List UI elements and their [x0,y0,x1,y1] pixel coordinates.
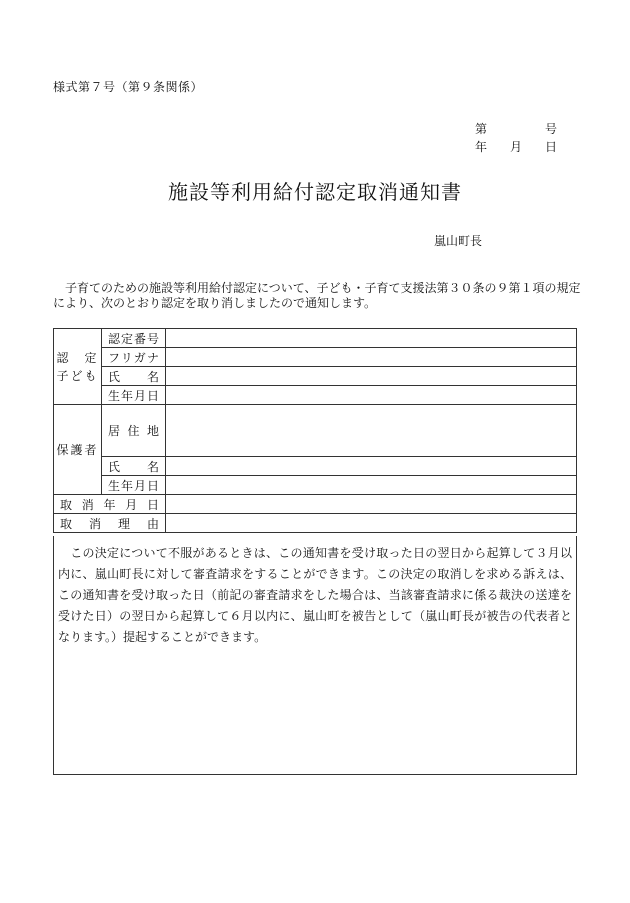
date-line [0,138,630,154]
furigana-label: フリガナ [102,348,166,367]
child-name-label: 氏名 [102,367,166,386]
document-title: 施設等利用給付認定取消通知書 [168,180,462,204]
cert-number-field[interactable] [166,329,577,348]
child-group-line1: 認 定 [56,350,99,365]
appeal-notice-text: この決定について不服があるときは、この通知書を受け取った日の翌日から起算して３月以内に、嵐山町長に対して審査請求をすることができます。この決定の取消しを求める訴えは、この通知書を受け取った日（前記の審査請求をした場合は、当該審査請求に係る裁決の送達を受けた日）の翌日から起算して６月以内に、嵐山町を被告として（嵐山町長が被告の代表者となります。）提起することができます。 [58,546,572,644]
guardian-birthdate-label: 生年月日 [102,476,166,495]
date-month: 月 [510,140,523,154]
child-name-field[interactable] [166,367,577,386]
child-birthdate-label: 生年月日 [102,386,166,405]
guardian-birthdate-field[interactable] [166,476,577,495]
issuer-name: 嵐山町長 [434,234,483,248]
intro-paragraph: 子育てのための施設等利用給付認定について、子ども・子育て支援法第３０条の９第１項の規定により、次のとおり認定を取り消しましたので通知します。 [53,281,581,310]
cancel-reason-field[interactable] [166,514,577,533]
document-number-line [0,120,630,136]
guardian-name-field[interactable] [166,457,577,476]
cancel-date-field[interactable] [166,495,577,514]
cancel-date-label: 取消年月日 [54,495,166,514]
furigana-field[interactable] [166,348,577,367]
certification-table [53,328,577,533]
date-year: 年 [475,140,488,154]
date-day: 日 [545,140,558,154]
guardian-name-label: 氏名 [102,457,166,476]
residence-field[interactable] [166,405,577,457]
child-birthdate-field[interactable] [166,386,577,405]
cert-number-label: 認定番号 [102,329,166,348]
child-group-line2: 子ども [56,368,99,383]
number-prefix: 第 [475,122,488,136]
number-suffix: 号 [545,122,558,136]
guardian-group-label: 保護者 [54,405,102,495]
residence-label: 居住地 [102,405,166,457]
child-group-label [54,329,102,405]
form-number: 様式第７号（第９条関係） [53,80,204,94]
cancel-reason-label: 取消理由 [54,514,166,533]
